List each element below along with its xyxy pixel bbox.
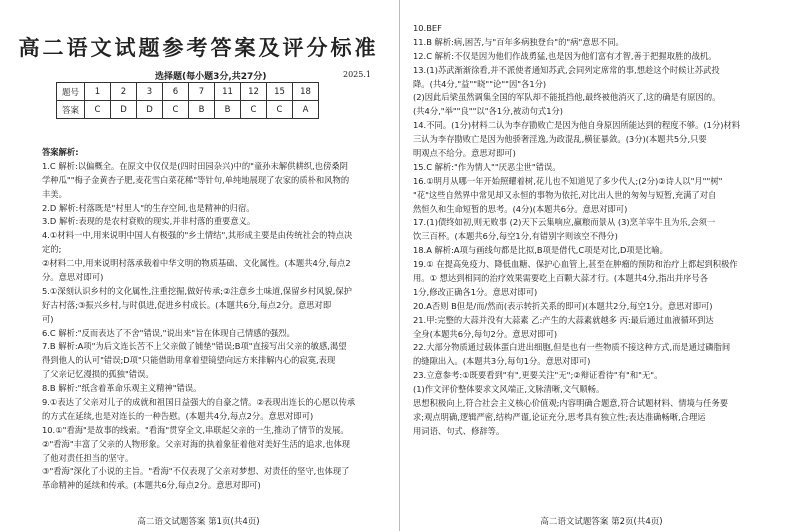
text-line: 的缝隙出入。(本题共3分,每句1分。意思对即可) [413, 356, 591, 367]
text-line: 7.B 解析:A项"为后文连长苦不上父亲做了铺垫"错误;B项"直接写出父亲的敏感,渴望 [42, 341, 347, 352]
text-line: 分。意思对即可) [42, 272, 104, 283]
text-line: 丰美。 [42, 188, 67, 199]
text-line: 求;观点明确,逻辑严密,结构严谨,论证充分,思考具有独立性;表达准确畅晰,合理运 [413, 411, 706, 422]
text-line: (2)因此后梁虽然调集全国的军队却不能抵挡他,最终被他消灭了,这的确是有原因的。 [413, 92, 721, 103]
text-line: ③"看海"深化了小说的主旨。"看海"不仅表现了父亲对梦想、对责任的坚守,也体现了 [42, 466, 350, 477]
answer-table-answer-row [57, 101, 319, 119]
answer-cell: C [163, 101, 189, 119]
text-line: 然恒久和生命短暂的思考。(4分)(本题共6分。意思对即可) [413, 203, 628, 214]
text-line: 9.①表达了父亲对儿子的成就和祖国日益强大的自豪之情。②表现出连长的心愿以传承 [42, 397, 356, 408]
question-number-cell: 18 [293, 83, 319, 101]
page-divider [399, 0, 400, 531]
text-line: 4.①材料一中,用来说明中国人有极强的"乡土情结",其形成主要是由传统社会的特点决 [42, 230, 353, 241]
answer-cell: C [267, 101, 293, 119]
answer-cell: C [241, 101, 267, 119]
text-line: 23.立意参考:①既要看到"有",更要关注"无";②辩证看待"有"和"无"。 [413, 370, 663, 381]
question-number-cell: 15 [267, 83, 293, 101]
text-line: 可) [42, 313, 54, 324]
text-line: 6.C 解析:"反而表达了不舍"错误,"说出来"旨在体现自己情感的强烈。 [42, 327, 295, 338]
text-line: (1)作文评价整体要求文风端正,文脉清晰,文气顺畅。 [413, 384, 605, 395]
text-line: ②材料二中,用来说明村落承载着中华文明的物质基础、文化属性。(本题共4分,每点2 [42, 258, 351, 269]
text-line: 17.(1)债终如初,则无败事 (2)天下云集响应,赢粮而景从 (3)烹羊宰牛且为乐,会须一 [413, 217, 716, 228]
text-line: 11.B 解析:病,困苦,与"百年多病独登台"的"病"意思不同。 [413, 36, 624, 47]
answer-table [56, 82, 319, 119]
text-line: 19.① 在提高免疫力、降低血糖、保护心血管上,甚至在肿瘤的预防和治疗上都起到积极作 [413, 259, 738, 270]
text-line: 用。① 想达到相同的治疗效果需要吃上百颗大蒜才行。(本题共4分,指出并序号各 [413, 273, 709, 284]
text-line: 革命精神的延续和传承。(本题共6分,每点2分。意思对即可) [42, 480, 261, 491]
answer-table-header-cell: 答案 [57, 101, 85, 119]
text-line: 22.大部分物质通过载体蛋白进出细胞,但是也有一些物质不接这种方式,而是通过磷脂间 [413, 342, 731, 353]
answer-cell: A [293, 101, 319, 119]
text-line: 1分,修改正确各1分。意思对即可) [413, 286, 538, 297]
text-line: 13.(1)苏武渐渐徐看,并不派使者通知苏武,会同列定席常的事,想趁这个时候让苏武投 [413, 64, 720, 75]
text-line: 用词语、句式、修辞等。 [413, 425, 505, 436]
exam-date: 2025.1 [343, 70, 371, 79]
text-line: "花"这些自然界中常见却又永恒的事物为依托,对比出人世的匆匆与短暂,充满了对自 [413, 189, 717, 200]
question-number-cell: 2 [111, 83, 137, 101]
text-line: 1.C 解析:以偏概全。在原文中仅仅是(四时田园杂兴)中的"童孙未解供耕织,也傍桑阴 [42, 160, 348, 171]
text-line: 3.D 解析:表现的是农村衰败的现实,并非村落的重要意义。 [42, 216, 256, 227]
question-number-cell: 3 [137, 83, 163, 101]
text-line: 了他对责任担当的坚守。 [42, 452, 134, 463]
text-line: 得到他人的认可"错误;D项"只能借助用拿着望镜望向远方来排解内心的寂寞,表现 [42, 355, 336, 366]
text-line: 明观点不给分。意思对即可) [413, 148, 516, 159]
answer-cell: B [215, 101, 241, 119]
text-line: 18.A 解析:A项与画线句都是比拟,B项是借代,C项是对比,D项是比喻。 [413, 245, 668, 256]
text-line: 答案解析: [42, 147, 79, 157]
text-line: 定的; [42, 244, 62, 255]
text-line: 2.D 解析:村落既是"村里人"的生存空间,也是精神的归宿。 [42, 202, 255, 213]
answer-table-number-row [57, 83, 319, 101]
text-line: 饮三百杯。(本题共6分,每空1分,有错别字则该空不得分) [413, 231, 618, 242]
answer-explanations-right [413, 22, 785, 439]
document-title: 高二语文试题参考答案及评分标准 [18, 35, 379, 60]
text-line: 5.①深刻认识乡村的文化属性,注重挖掘,做好传承;②注意乡土味道,保留乡村风貌,保护 [42, 285, 352, 296]
question-number-cell: 7 [189, 83, 215, 101]
text-line: 全身(本题共6分,每句2分。意思对即可) [413, 328, 558, 339]
text-line: (共4分,"举""良""以"各1分,被动句式1分) [413, 106, 564, 117]
text-line: 的方式在延续,也是对连长的一种告慰。(本题共4分,每点2分。意思对即可) [42, 410, 314, 421]
question-number-cell: 6 [163, 83, 189, 101]
answer-table-header-cell: 题号 [57, 83, 85, 101]
answer-explanations-left [42, 146, 372, 493]
text-line: 学种瓜""梅子金黄杏子肥,麦花雪白菜花稀"等针句,单纯地展现了农家的质朴和风物的 [42, 174, 350, 185]
page-right [403, 0, 800, 531]
question-number-cell: 1 [85, 83, 111, 101]
choice-section-heading: 选择题(每小题3分,共27分) [155, 72, 267, 82]
page-footer-left: 高二语文试题答案 第1页(共4页) [137, 517, 260, 527]
answer-cell: B [189, 101, 215, 119]
text-line: 14.不同。(1分)材料二认为李存勖败亡是因为他自身原因所能达到的程度不够。(1分)材料 [413, 120, 741, 131]
page-left [0, 0, 397, 531]
answer-cell: C [85, 101, 111, 119]
text-line: 16.①明月从哪一年开始照耀着树,花儿也不知道见了多少代人;(2分)②诗人以"月""树" [413, 175, 723, 186]
text-line: 15.C 解析:"作为情人""厌恶尘世"错误。 [413, 161, 561, 172]
text-line: 思想积极向上,符合社会主义核心价值观;内容明确合题意,符合试题材料、情境与任务要 [413, 398, 729, 409]
question-number-cell: 11 [215, 83, 241, 101]
answer-cell: D [137, 101, 163, 119]
text-line: 降。(共4分,"益""晓""论""因"各1分) [413, 78, 547, 89]
text-line: 好古村落;③振兴乡村,与时俱进,促进乡村成长。(本题共6分,每点2分。意思对即 [42, 299, 332, 310]
text-line: 了父亲记忆漫损的孤独"错误。 [42, 369, 154, 380]
text-line: ②"看海"丰富了父亲的人物形象。父亲对海的执着象征着他对美好生活的追求,也体现 [42, 438, 351, 449]
answer-cell: D [111, 101, 137, 119]
text-line: 10.①"看海"是故事的线索。"看海"贯穿全文,串联起父亲的一生,推动了情节的发展。 [42, 424, 349, 435]
text-line: 21.甲:完整的大蒜并没有大蒜素 乙:产生的大蒜素就越多 丙:最后通过血液循环到达 [413, 314, 714, 325]
text-line: 8.B 解析:"纸含着革命乐观主义精神"错误。 [42, 383, 202, 394]
text-line: 10.BEF [413, 23, 442, 33]
text-line: 三认为李存勖败亡是因为他骄奢淫逸,为政混乱,横征暴敛。(3分)(本题共5分,只要 [413, 134, 707, 145]
text-line: 12.C 解析:不仅是因为他们作战勇猛,也是因为他们富有才智,善于把握取胜的战机。 [413, 50, 717, 61]
text-line: 20.A否则 B但是/而/然而(表示转折关系的即可)(本题共2分,每空1分。意思对即可) [413, 300, 713, 311]
page-footer-right: 高二语文试题答案 第2页(共4页) [540, 517, 663, 527]
question-number-cell: 12 [241, 83, 267, 101]
